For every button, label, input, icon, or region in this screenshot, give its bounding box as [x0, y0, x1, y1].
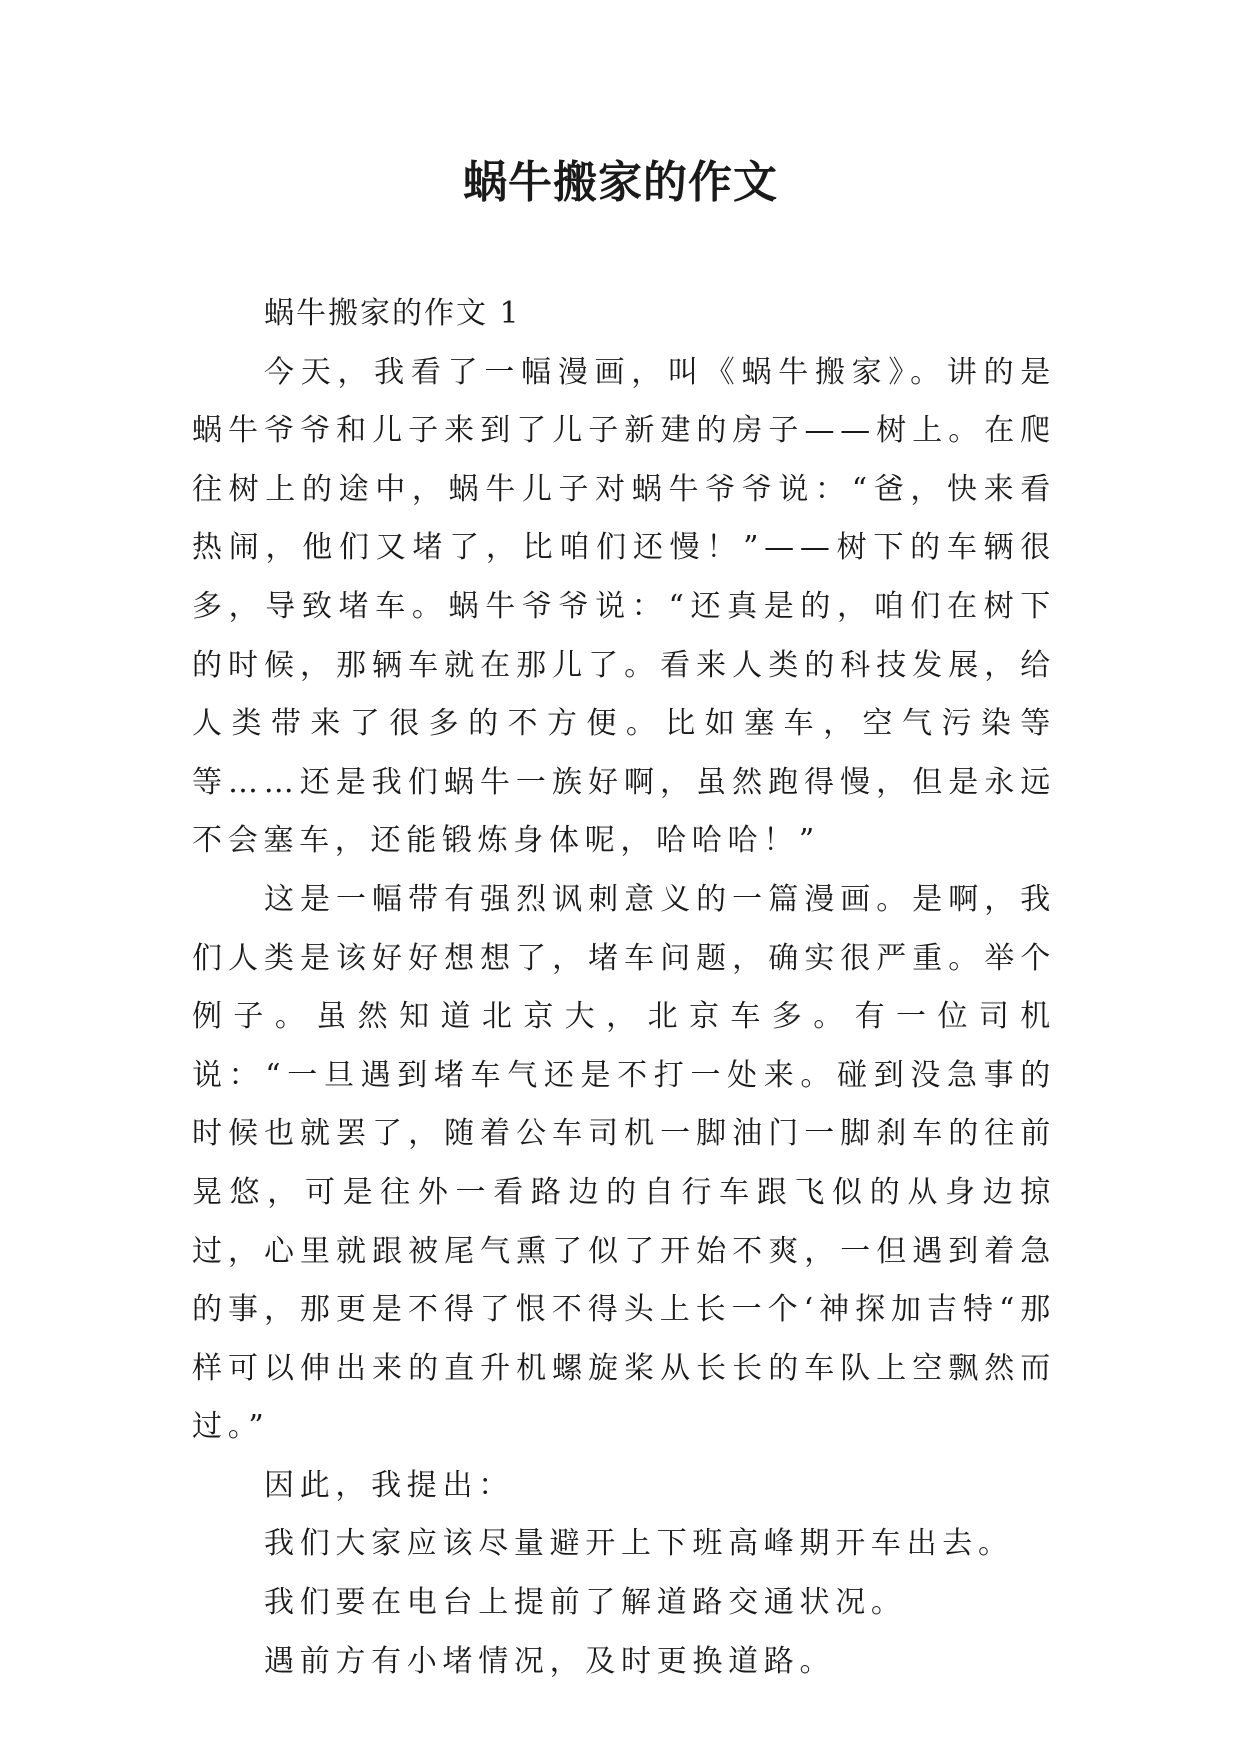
paragraph-proposal-intro: 因此，我提出：: [264, 1467, 514, 1503]
paragraph-proposal-3: 遇前方有小堵情况，及时更换道路。: [264, 1643, 836, 1679]
document-body: [192, 285, 1056, 1691]
paragraph-reflection: 这是一幅带有强烈讽刺意义的一篇漫画。是啊，我们人类是该好好想想了，堵车问题，确实很严重。举个例子。虽然知道北京大，北京车多。有一位司机说：“一旦遇到堵车气还是不打一处来。碰到没急事的时候也就罢了，随着公车司机一脚油门一脚刹车的往前晃悠，可是往外一看路边的自行车跟飞似的从身边掠过，心里就跟被尾气熏了似了开始不爽，一但遇到着急的事，那更是不得了恨不得头上长一个‘神探加吉特“那样可以伸出来的直升机螺旋桨从长长的车队上空飘然而过。”: [192, 881, 1056, 1445]
paragraph-proposal-1: 我们大家应该尽量避开上下班高峰期开车出去。: [264, 1526, 1014, 1562]
paragraph-proposal-2: 我们要在电台上提前了解道路交通状况。: [264, 1585, 907, 1621]
paragraph-comic-story: 今天，我看了一幅漫画，叫《蜗牛搬家》。讲的是蜗牛爷爷和儿子来到了儿子新建的房子——树上。在爬往树上的途中，蜗牛儿子对蜗牛爷爷说：“爸，快来看热闹，他们又堵了，比咱们还慢！”——树下的车辆很多，导致堵车。蜗牛爷爷说：“还真是的，咱们在树下的时候，那辆车就在那儿了。看来人类的科技发展，给人类带来了很多的不方便。比如塞车，空气污染等等……还是我们蜗牛一族好啊，虽然跑得慢，但是永远不会塞车，还能锻炼身体呢，哈哈哈！”: [192, 354, 1056, 859]
section-heading: 蜗牛搬家的作文 1: [264, 296, 521, 331]
document-title: 蜗牛搬家的作文: [463, 157, 778, 208]
